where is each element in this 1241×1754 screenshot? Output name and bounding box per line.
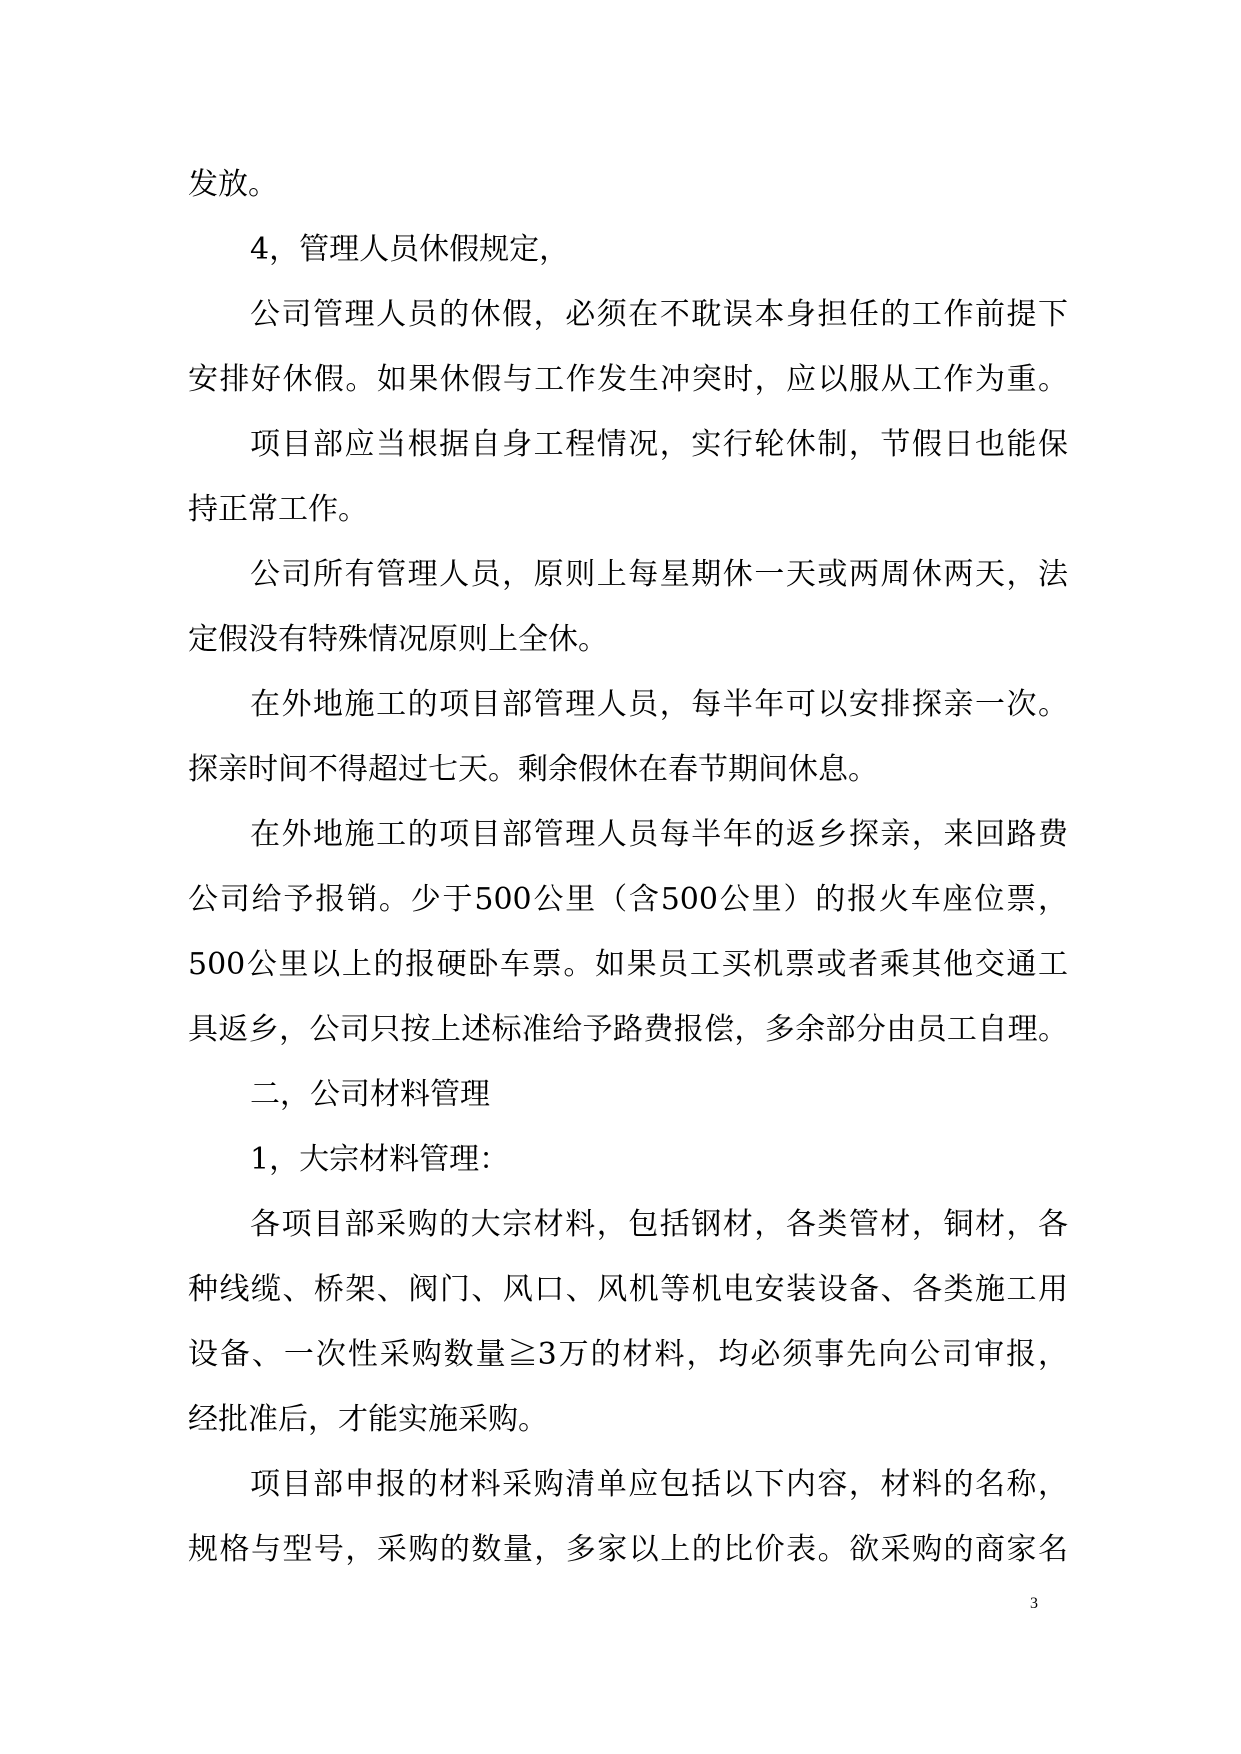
text-line: 持正常工作。	[188, 492, 368, 527]
body-text	[188, 152, 1068, 1582]
text-line: 项目部应当根据自身工程情况，实行轮休制，节假日也能保	[250, 427, 1068, 462]
text-line: 具返乡，公司只按上述标准给予路费报偿，多余部分由员工自理。	[188, 1012, 1068, 1047]
text-line: 探亲时间不得超过七天。剩余假休在春节期间休息。	[188, 752, 878, 787]
text-line: 公司管理人员的休假，必须在不耽误本身担任的工作前提下	[250, 297, 1068, 332]
text-line: 二，公司材料管理	[250, 1077, 490, 1112]
text-line: 经批准后，才能实施采购。	[188, 1402, 548, 1437]
text-line: 500公里以上的报硬卧车票。如果员工买机票或者乘其他交通工	[188, 947, 1068, 982]
text-line: 公司给予报销。少于500公里（含500公里）的报火车座位票，	[188, 882, 1068, 917]
text-line: 规格与型号，采购的数量，多家以上的比价表。欲采购的商家名	[188, 1532, 1068, 1567]
text-line: 1，大宗材料管理：	[250, 1142, 510, 1177]
text-line: 定假没有特殊情况原则上全休。	[188, 622, 608, 657]
text-line: 在外地施工的项目部管理人员，每半年可以安排探亲一次。	[250, 687, 1068, 722]
text-line: 公司所有管理人员，原则上每星期休一天或两周休两天，法	[250, 557, 1068, 592]
page-number: 3	[1030, 1595, 1038, 1612]
text-line: 发放。	[188, 167, 278, 202]
text-line: 设备、一次性采购数量≧3万的材料，均必须事先向公司审报，	[188, 1337, 1068, 1372]
text-line: 种线缆、桥架、阀门、风口、风机等机电安装设备、各类施工用	[188, 1272, 1068, 1307]
text-line: 在外地施工的项目部管理人员每半年的返乡探亲，来回路费	[250, 817, 1068, 852]
text-line: 4，管理人员休假规定，	[250, 232, 570, 267]
text-line: 安排好休假。如果休假与工作发生冲突时，应以服从工作为重。	[188, 362, 1068, 397]
text-line: 项目部申报的材料采购清单应包括以下内容，材料的名称，	[250, 1467, 1068, 1502]
text-line: 各项目部采购的大宗材料，包括钢材，各类管材，铜材，各	[250, 1207, 1068, 1242]
